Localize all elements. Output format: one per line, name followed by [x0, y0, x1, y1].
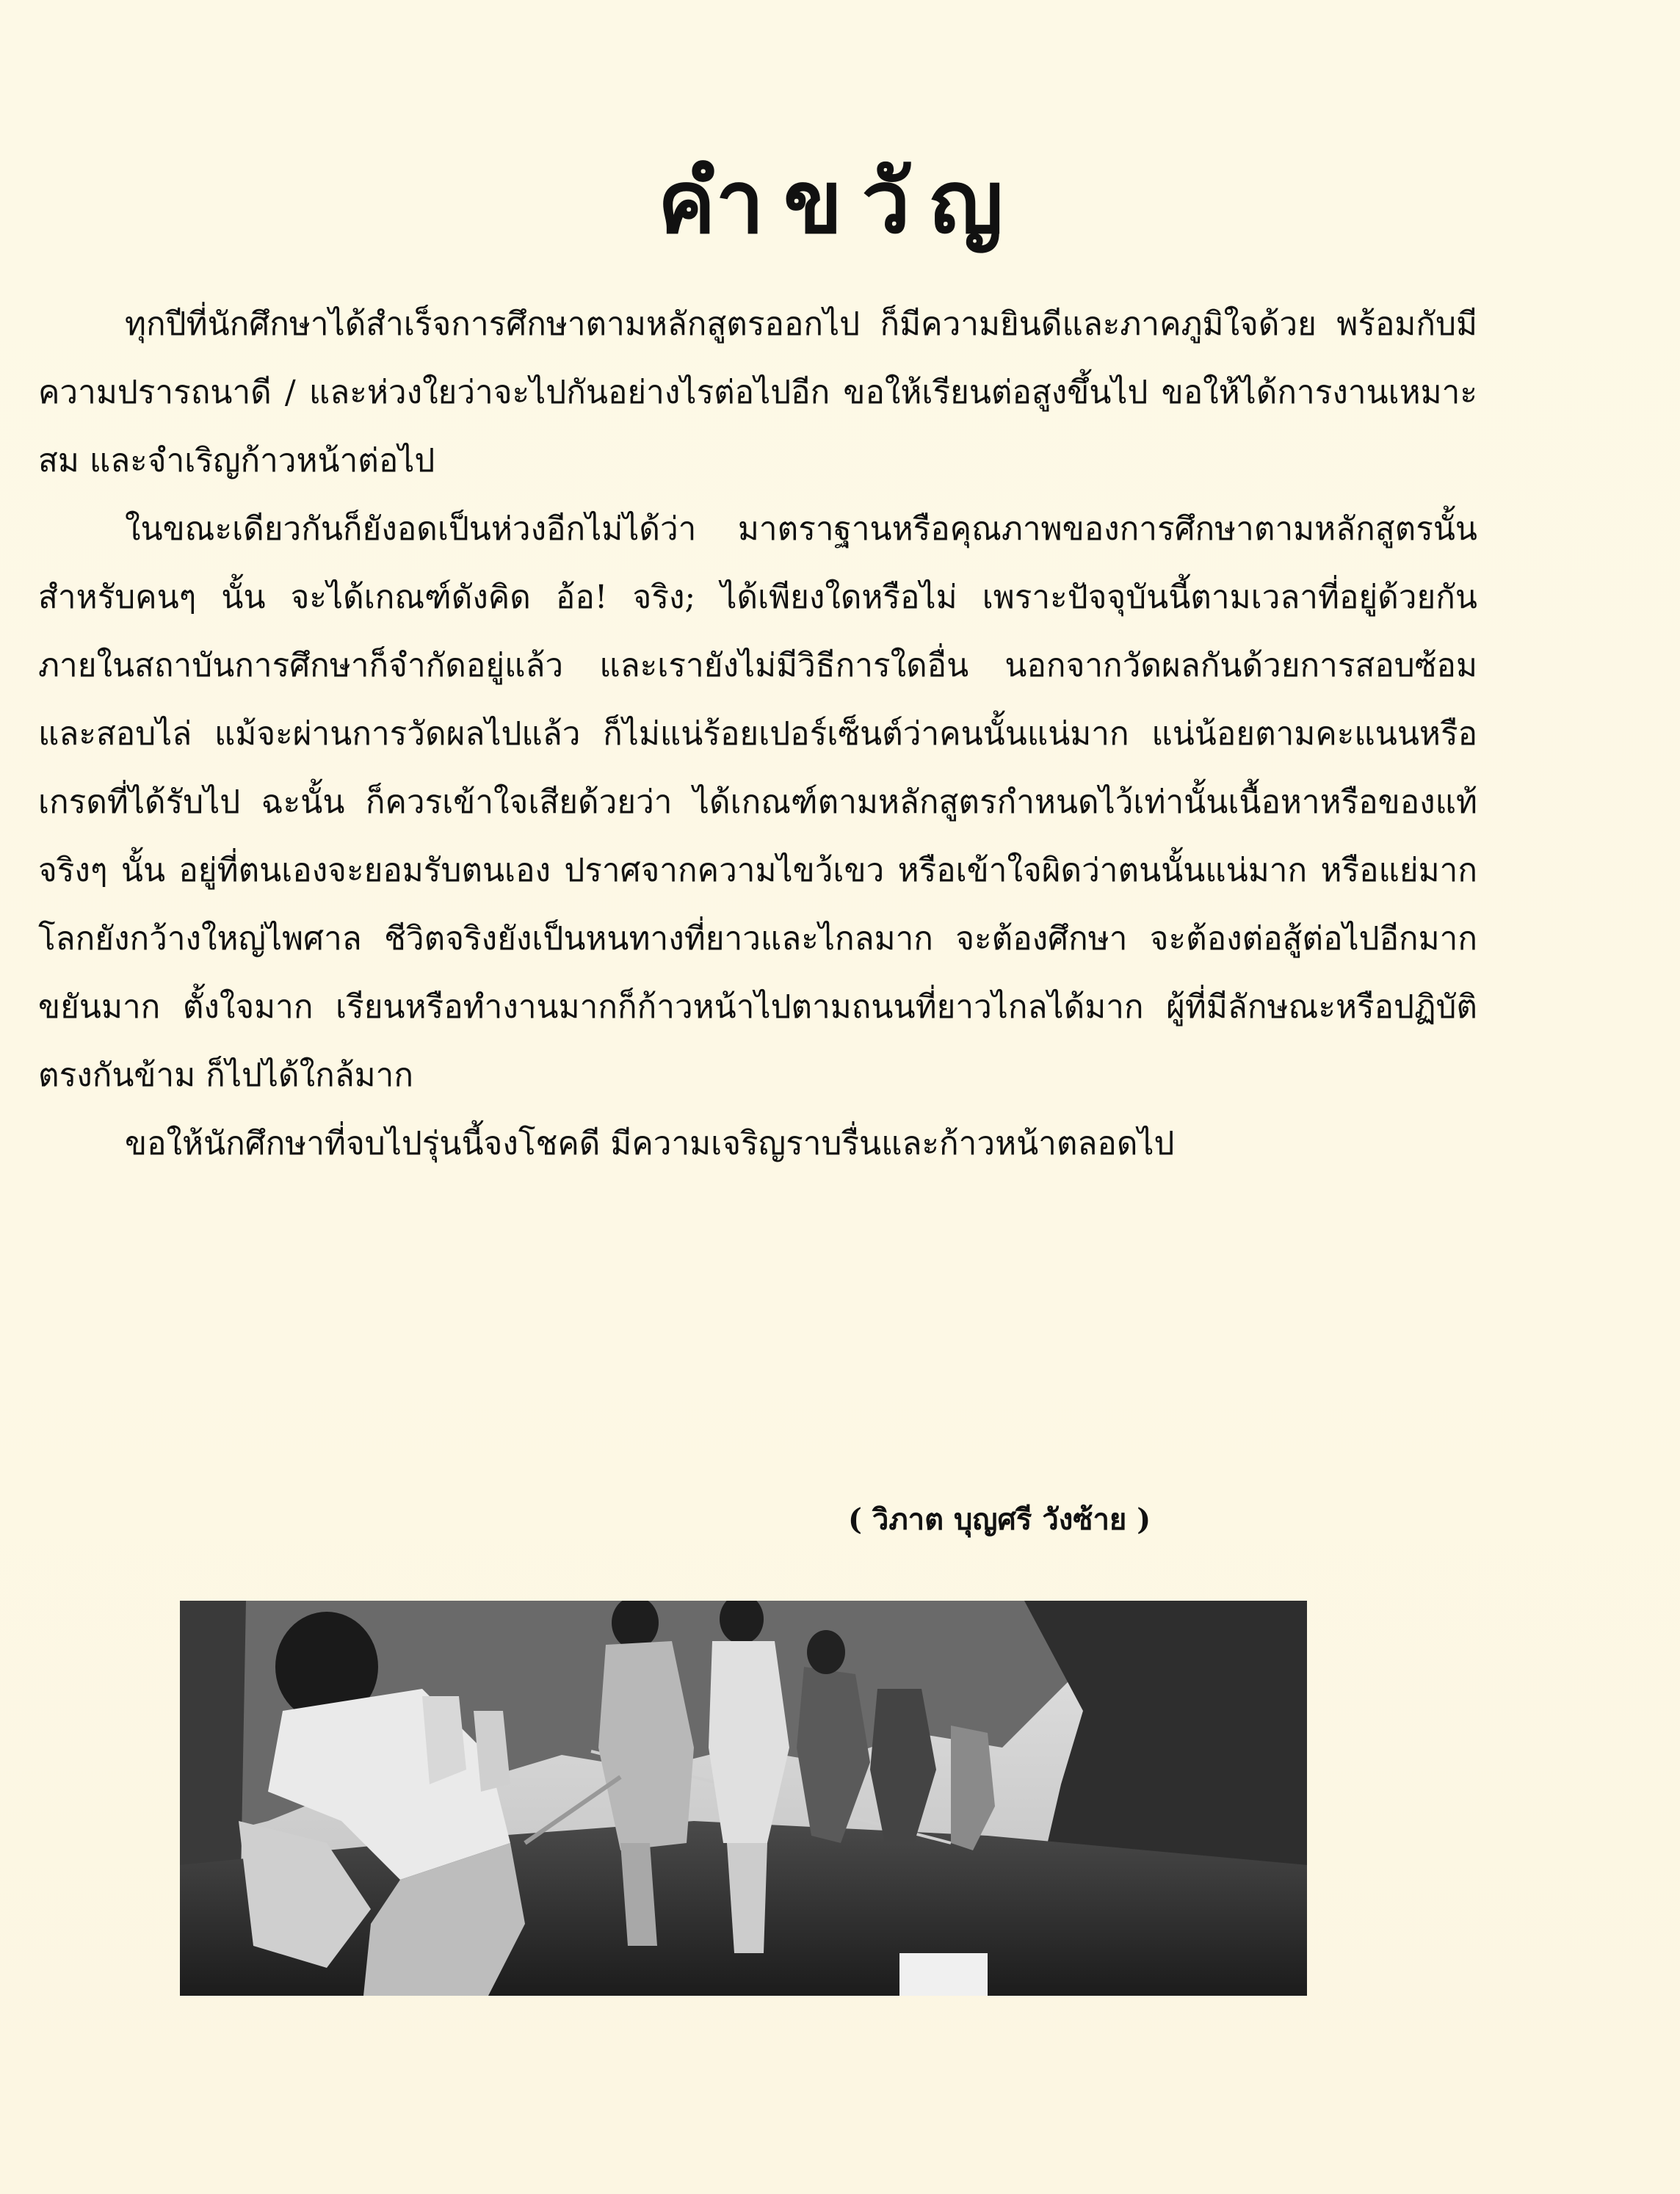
body-text [38, 290, 1477, 1178]
photo-drawing [180, 1601, 1307, 1996]
group-work-photo [180, 1601, 1307, 1996]
page-title: คำขวัญ [657, 151, 1023, 253]
photo-person-5-head [807, 1630, 845, 1674]
photo-person-8-body [422, 1696, 466, 1784]
paragraph-1: ทุกปีที่นักศึกษาได้สำเร็จการศึกษาตามหลักสูตรออกไป ก็มีความยินดีและภาคภูมิใจด้วย พร้อมกับมีความปรารถนาดี / และห่วงใยว่าจะไปกันอย่างไรต่อไปอีก ขอให้เรียนต่อสูงขึ้นไป ขอให้ได้การงานเหมาะสม และจำเริญก้าวหน้าต่อไป [38, 305, 1477, 479]
signature: ( วิภาต บุญศรี วังซ้าย ) [848, 1502, 1151, 1537]
paragraph-2: ในขณะเดียวกันก็ยังอดเป็นห่วงอีกไม่ได้ว่า มาตราฐานหรือคุณภาพของการศึกษาตามหลักสูตรนั้น สำหรับคนๆ นั้น จะได้เกณฑ์ดังคิด อ้อ! จริง; ได้เพียงใดหรือไม่ เพราะปัจจุบันนี้ตามเวลาที่อยู่ด้วยกันภายในสถาบันการศึกษาก็จำกัดอยู่แล้ว และเรายังไม่มีวิธีการใดอื่น นอกจากวัดผลกันด้วยการสอบซ้อมและสอบไล่ แม้จะผ่านการวัดผลไปแล้ว ก็ไม่แน่ร้อยเปอร์เซ็นต์ว่าคนนั้นแน่มาก แน่น้อยตามคะแนนหรือเกรดที่ได้รับไป ฉะนั้น ก็ควรเข้าใจเสียด้วยว่า ได้เกณฑ์ตามหลักสูตรกำหนดไว้เท่านั้นเนื้อหาหรือของแท้จริงๆ นั้น อยู่ที่ตนเองจะยอมรับตนเอง ปราศจากความไขว้เขว หรือเข้าใจผิดว่าตนนั้นแน่มาก หรือแย่มาก โลกยังกว้างใหญ่ไพศาล ชีวิตจริงยังเป็นหนทางที่ยาวและไกลมาก จะต้องศึกษา จะต้องต่อสู้ต่อไปอีกมาก ขยันมาก ตั้งใจมาก เรียนหรือทำงานมากก็ก้าวหน้าไปตามถนนที่ยาวไกลได้มาก ผู้ที่มีลักษณะหรือปฏิบัติตรงกันข้าม ก็ไปได้ใกล้มาก [38, 510, 1477, 1094]
photo-sack [899, 1953, 988, 1996]
paragraph-3: ขอให้นักศึกษาที่จบไปรุ่นนี้จงโชคดี มีความเจริญราบรื่นและก้าวหน้าตลอดไป [125, 1125, 1175, 1162]
